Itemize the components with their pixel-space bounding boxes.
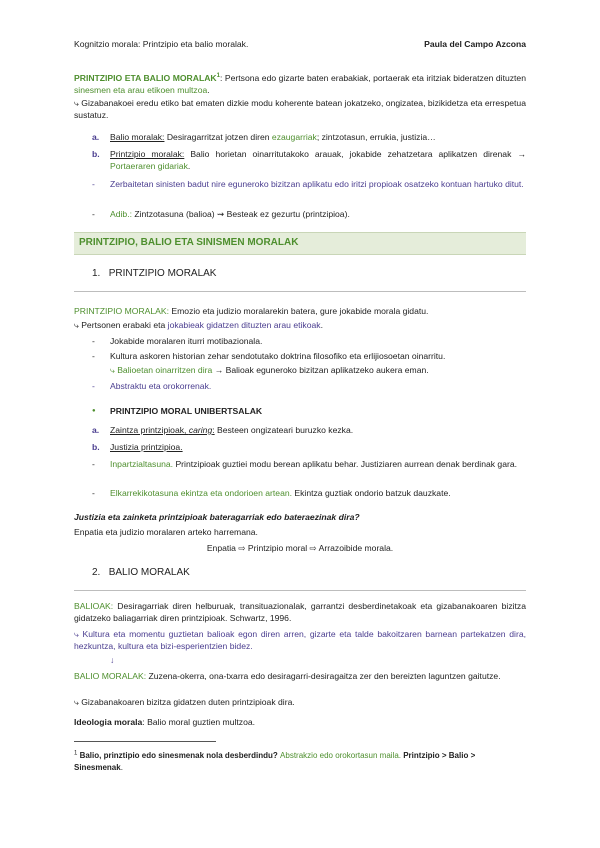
pm-text: Emozio eta judizio moralarekin batera, gure jokabide morala gidatu. [169,306,429,316]
pm-item-text: Abstraktu eta orokorrenak. [110,381,212,391]
footnote-number: 1 [74,750,78,757]
balioak-note: ⤷ Kultura eta momentu guztietan balioak egon diren arren, gizarte eta talde bakoitzaren barnean partekatzen dira, hezkuntza, kultura eta bizi-esperientzien bidez. [74,629,526,651]
footnote-highlight: Abstrakzio edo orokortasun maila. [280,751,401,760]
item-text: Desiragarritzat jotzen diren [164,132,272,142]
dash-marker: - [92,351,95,361]
pm-note-text: ⤷ Pertsonen erabaki eta [74,320,168,330]
univ-heading [92,405,526,417]
footnote-ref[interactable]: 1 [216,73,220,80]
list-item-b [92,148,526,172]
pm-subitem [110,364,526,376]
univ-a-term-italic: caring [188,425,213,435]
univ-dash-2 [92,487,526,499]
section-number: 1. [92,268,101,279]
item-highlight: Portaeraren gidariak [110,161,188,171]
balioak-term: BALIOAK: [74,601,114,611]
dash-text: Zerbaitetan sinisten badut nire eguneroko bizitzan aplikatu edo iritzi propioak osatzeko kontuan hartuko ditut. [110,179,524,189]
section-rule [74,590,526,591]
footnote-question: Balio, prinztipio edo sinesmenak nola desberdindu? [77,751,281,760]
dash-item-note [92,178,526,190]
list-item-a [92,131,526,143]
section-number: 2. [92,567,101,578]
univ-a-colon: : [212,425,215,435]
pm-note-end: . [320,320,323,330]
univ-a-term: Zaintza printzipioak, [110,425,189,435]
term-printzipio-moralak: Printzipio moralak: [110,149,185,159]
univ-item-b [92,441,526,453]
item-text-end: . [187,161,191,171]
section-title: PRINTZIPIO MORALAK [108,268,217,279]
univ-d1-term: Inpartzialtasuna. [110,459,174,469]
pm-item-text: Kultura askoren historian zehar sendotutako doktrina filosofiko eta erlijiosoetan oinarritu. [110,351,446,361]
pm-definition [74,305,526,317]
balioak-text: Desiragarriak diren helburuak, transituazionalak, garrantzi desberdinetakoak eta gizabanakoaren bizitza gidatzeko baliagarriak diren printzipioak. Schwartz, 1996. [74,601,526,623]
banner-title: PRINTZIPIO, BALIO ETA SINISMEN MORALAK [79,237,299,248]
intro-definition [74,72,526,96]
intro-highlight: sinesmen eta arau etikoen multzoa [74,85,208,95]
example-text: Zintzotasuna (balioa) ⇝ Besteak ez gezurtu (printzipioa). [131,209,350,219]
question-heading: Justizia eta zainketa printzipioak bateragarriak edo bateraezinak dira? [74,512,360,522]
item-highlight: ezaugarriak [271,132,317,142]
univ-title: PRINTZIPIO MORAL UNIBERTSALAK [110,406,263,416]
footnote [74,750,526,774]
header-title: Kognitzio morala: Printzipio eta balio moralak. [74,39,249,49]
ideologia-term: Ideologia morala [74,717,143,727]
univ-a-text: Besteen ongizateari buruzko kezka. [214,425,354,435]
univ-b-term: Justizia printzipioa. [110,442,183,452]
list-marker: a. [92,132,100,142]
question-line: Enpatia eta judizio moralaren arteko harremana. [74,527,258,537]
univ-d1-text: Printzipioak guztiei modu berean aplikatu behar. Justiziaren aurrean denak berdinak gara. [173,459,518,469]
footnote-end: . [120,763,123,772]
item-text-end: ; zintzotasun, errukia, justizia… [316,132,436,142]
pm-item-1 [92,335,526,347]
univ-d2-text: Ekintza guztiak ondorio batzuk dauzkate. [292,488,451,498]
intro-note: ⤷ Gizabanakoei eredu etiko bat ematen dizkie modu koherente batean jokatzeko, ongizatea, bizikidetza eta errespetua sustatuz. [74,98,526,120]
pm-item-3 [92,380,526,392]
pm-item-2 [92,350,526,362]
dash-marker: - [92,179,95,189]
item-text: Balio horietan oinarritutakoko arauak, jokabide zehatzetara aplikatzen direnak → [184,149,526,159]
ideologia-line [74,716,526,728]
dash-marker: - [92,381,95,391]
univ-dash-1 [92,458,526,470]
section-heading-1 [92,268,216,279]
list-marker: b. [92,149,100,159]
section-rule [74,291,526,292]
pm-sub-text: → Balioak eguneroko bizitzan aplikatzeko aukera eman. [212,365,429,375]
intro-text: : Pertsona edo gizarte baten erabakiak, portaerak eta iritziak bideratzen dituzten [219,73,526,83]
intro-term: PRINTZIPIO ETA BALIO MORALAK [74,73,217,83]
down-arrow-icon: ↓ [110,655,115,665]
footnote-rule [74,741,216,742]
bm-definition [74,670,526,682]
dash-marker: - [92,209,95,219]
list-marker: b. [92,442,100,452]
pm-note [74,319,526,331]
section-heading-2 [92,567,190,578]
term-balio-moralak: Balio moralak: [110,132,165,142]
question-chain: Enpatia ⇨ Printzipio moral ⇨ Arrazoibide morala. [206,543,394,553]
dash-marker: - [92,336,95,346]
dash-item-example [92,208,526,220]
univ-d2-term: Elkarrekikotasuna ekintza eta ondorioen artean. [110,488,293,498]
pm-note-highlight: jokabieak gidatzen dituzten arau etikoak [167,320,321,330]
section-title: BALIO MORALAK [108,567,190,578]
bullet-icon: ● [92,408,96,414]
dash-marker: - [92,488,95,498]
list-marker: a. [92,425,100,435]
page-header [74,39,526,51]
example-label: Adib.: [110,209,132,219]
pm-item-text: Jokabide moralaren iturri motibazionala. [110,336,263,346]
header-author: Paula del Campo Azcona [424,39,526,49]
bm-note: ⤷ Gizabanakoaren bizitza gidatzen duten printzipioak dira. [74,697,295,707]
ideologia-text: : Balio moral guztien multzoa. [142,717,256,727]
intro-end: . [207,85,210,95]
dash-marker: - [92,459,95,469]
bm-text: Zuzena-okerra, ona-txarra edo desiragarri-desiragaitza zer den bereizten laguntzen gaitutze. [146,671,501,681]
pm-sub-highlight: ⤷ Balioetan oinarritzen dira [110,365,213,375]
balioak-definition [74,600,526,624]
pm-term: PRINTZIPIO MORALAK: [74,306,170,316]
bm-term: BALIO MORALAK: [74,671,147,681]
footnote-hierarchy: Printzipio > Balio > Sinesmenak [74,751,476,772]
section-banner [74,232,526,255]
univ-item-a [92,424,526,436]
